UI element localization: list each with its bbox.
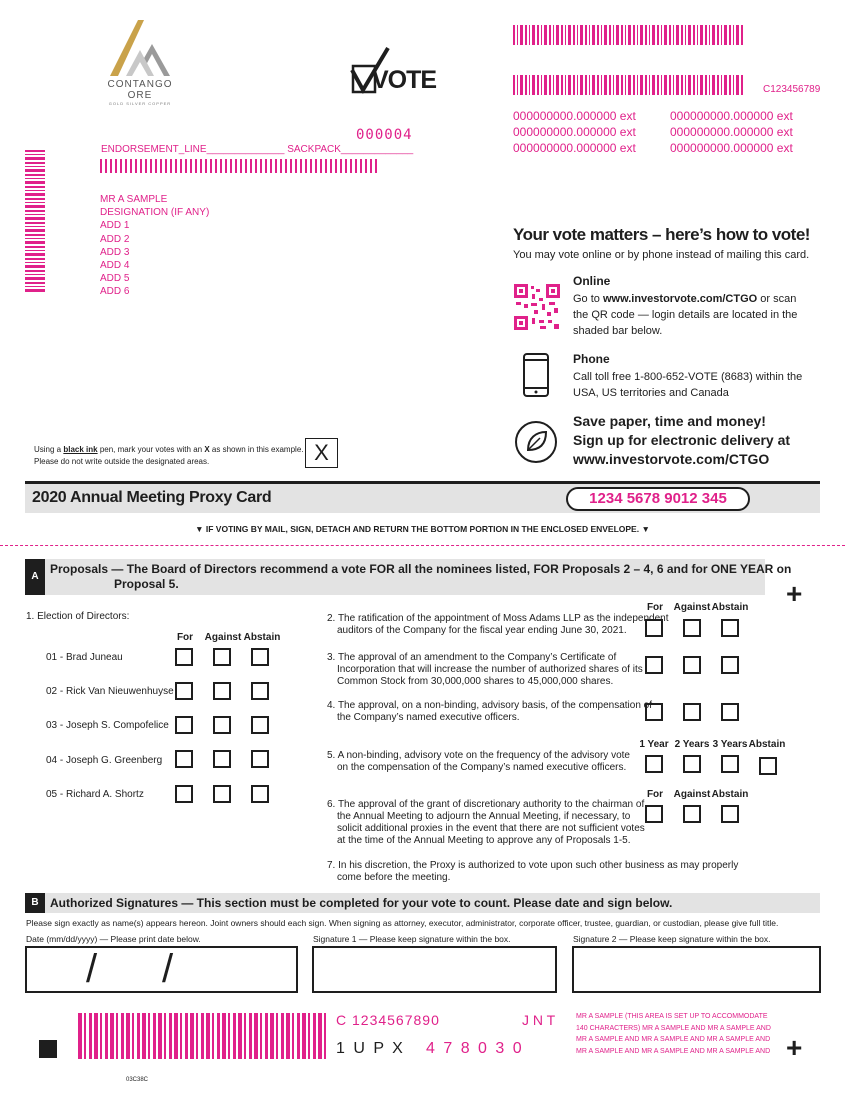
- proposal-5-2years-checkbox[interactable]: [683, 755, 701, 773]
- proposal-line: 4. The approval, on a non-binding, advisory basis, of the compensation of: [327, 700, 653, 711]
- col-header-for: For: [646, 602, 664, 613]
- col-header-for: For: [176, 632, 194, 643]
- proposal-2-abstain-checkbox[interactable]: [721, 619, 739, 637]
- ext-line: 000000000.000000 ext: [513, 125, 636, 139]
- proposal-6-against-checkbox[interactable]: [683, 805, 701, 823]
- proposal-line: Common Stock from 30,000,000 shares to 45,000,000 shares.: [337, 676, 614, 687]
- proposal-line: 5. A non-binding, advisory vote on the frequency of the advisory vote: [327, 750, 630, 761]
- proposal-4-abstain-checkbox[interactable]: [721, 703, 739, 721]
- proposal-line: 2. The ratification of the appointment of Moss Adams LLP as the independent: [327, 613, 669, 624]
- proposal-3-for-checkbox[interactable]: [645, 656, 663, 674]
- freq-header-3-years: 3 Years: [712, 739, 748, 750]
- col-header-abstain: Abstain: [711, 789, 749, 800]
- date-slash: /: [86, 947, 98, 991]
- ext-line: 000000000.000000 ext: [670, 141, 793, 155]
- proposal-2-against-checkbox[interactable]: [683, 619, 701, 637]
- section-a-line2: Proposal 5.: [114, 577, 179, 591]
- card-title: 2020 Annual Meeting Proxy Card: [32, 489, 272, 506]
- address-line: ADD 4: [100, 260, 130, 272]
- proposal-3-against-checkbox[interactable]: [683, 656, 701, 674]
- proposal-line: at the time of the Annual Meeting to approve any of Proposals 1-5.: [337, 835, 631, 846]
- freq-header-1-year: 1 Year: [639, 739, 669, 750]
- nominee-5-abstain-checkbox[interactable]: [251, 785, 269, 803]
- bottom-control-number: C 1234567890: [336, 1012, 440, 1028]
- section-a-line1: Proposals — The Board of Directors recommend a vote FOR all the nominees listed, FOR Proposals 2 – 4, 6 and for ONE YEAR on: [50, 562, 792, 576]
- company-logo: [100, 18, 180, 106]
- proposal-line: auditors of the Company for the fiscal year ending June 30, 2021.: [337, 625, 627, 636]
- online-title: Online: [573, 274, 611, 288]
- example-mark-box: X: [305, 438, 338, 468]
- section-b-title: Authorized Signatures — This section must be completed for your vote to count. Please date and sign below.: [50, 896, 673, 910]
- ext-line: 000000000.000000 ext: [670, 109, 793, 123]
- col-header-abstain: Abstain: [243, 632, 281, 643]
- ink-pre: Using a: [34, 445, 64, 454]
- save-line1: Save paper, time and money!: [573, 413, 766, 429]
- proposal-line: Incorporation that will increase the number of authorized shares of its: [337, 664, 643, 675]
- address-block: [100, 193, 209, 299]
- how-to-vote-title: Your vote matters – here’s how to vote!: [513, 225, 810, 244]
- bottom-upx: 1 U P X: [336, 1040, 405, 1057]
- online-text-pre: Go to: [573, 293, 603, 305]
- proposal-3-text: [327, 652, 643, 688]
- nominee-label: 05 - Richard A. Shortz: [46, 789, 144, 800]
- address-line: ADD 6: [100, 286, 130, 298]
- proposal-line: come before the meeting.: [337, 872, 451, 883]
- save-paper-block: [573, 412, 790, 469]
- proposal-6-abstain-checkbox[interactable]: [721, 805, 739, 823]
- address-line: ADD 2: [100, 233, 130, 245]
- endorsement-line: ENDORSEMENT_LINE______________ SACKPACK_____________: [101, 144, 414, 155]
- proposal-6-for-checkbox[interactable]: [645, 805, 663, 823]
- proposal-4-text: [327, 700, 652, 724]
- section-a-letter: A: [25, 559, 45, 595]
- barcode-side: [25, 150, 45, 294]
- phone-text: Call toll free 1-800-652-VOTE (8683) within the USA, US territories and Canada: [573, 371, 803, 399]
- bottom-jnt: J N T: [522, 1012, 556, 1028]
- ink-x: X: [204, 445, 210, 454]
- logo-mark-icon: [100, 18, 180, 80]
- proposal-line: 7. In his discretion, the Proxy is authorized to vote upon such other business as may properly: [327, 860, 739, 871]
- ink-bold: black ink: [63, 445, 98, 454]
- col-header-against: Against: [204, 632, 242, 643]
- ink-mid: pen, mark your votes with an: [97, 445, 205, 454]
- nominee-4-for-checkbox[interactable]: [175, 750, 193, 768]
- nominee-3-for-checkbox[interactable]: [175, 716, 193, 734]
- vote-text: VOTE: [372, 66, 437, 94]
- proposal-line: on the compensation of the Company’s named executive officers.: [337, 762, 627, 773]
- online-text: [573, 291, 798, 339]
- col-header-for: For: [646, 789, 664, 800]
- date-label: Date (mm/dd/yyyy) — Please print date below.: [26, 934, 201, 944]
- phone-icon: [522, 352, 550, 398]
- leaf-icon: [514, 420, 558, 464]
- nominee-2-for-checkbox[interactable]: [175, 682, 193, 700]
- nominee-2-abstain-checkbox[interactable]: [251, 682, 269, 700]
- col-header-abstain: Abstain: [711, 602, 749, 613]
- nominee-label: 01 - Brad Juneau: [46, 652, 123, 663]
- proposal-line: the Annual Meeting to adjourn the Annual Meeting, if necessary, to: [337, 811, 631, 822]
- proposal-4-against-checkbox[interactable]: [683, 703, 701, 721]
- nominee-1-against-checkbox[interactable]: [213, 648, 231, 666]
- barcode-top-1: [513, 25, 745, 45]
- proposal-2-for-checkbox[interactable]: [645, 619, 663, 637]
- detach-line: [0, 545, 845, 546]
- registration-mark: [39, 1040, 57, 1058]
- plus-mark: +: [786, 1032, 803, 1063]
- ext-line: 000000000.000000 ext: [670, 125, 793, 139]
- bottom-sample-text: [576, 1011, 771, 1057]
- proposal-4-for-checkbox[interactable]: [645, 703, 663, 721]
- address-line: DESIGNATION (IF ANY): [100, 207, 210, 219]
- col-header-against: Against: [673, 789, 711, 800]
- section-b-letter: B: [25, 893, 45, 913]
- proposal-3-abstain-checkbox[interactable]: [721, 656, 739, 674]
- detach-instructions: ▼ IF VOTING BY MAIL, SIGN, DETACH AND RETURN THE BOTTOM PORTION IN THE ENCLOSED ENVELOPE. ▼: [195, 524, 650, 534]
- proposal-6-text: [327, 799, 645, 847]
- col-header-against: Against: [673, 602, 711, 613]
- ink-line2: Please do not write outside the designated areas.: [34, 457, 210, 466]
- sequence-number: 000004: [356, 127, 413, 143]
- logo-name: CONTANGO ORE: [107, 79, 173, 101]
- sample-line: MR A SAMPLE AND MR A SAMPLE AND MR A SAMPLE AND: [576, 1036, 771, 1043]
- signature-1-box[interactable]: [312, 946, 557, 993]
- nominee-4-abstain-checkbox[interactable]: [251, 750, 269, 768]
- proposal-line: 6. The approval of the grant of discretionary authority to the chairman of: [327, 799, 645, 810]
- plus-mark: +: [786, 578, 803, 609]
- date-slash: /: [162, 947, 174, 991]
- signature-2-label: Signature 2 — Please keep signature within the box.: [573, 934, 771, 944]
- freq-header-abstain: Abstain: [748, 739, 786, 750]
- signature-instructions: Please sign exactly as name(s) appears hereon. Joint owners should each sign. When signing as attorney, executor, administrator, corporate officer, trustee, guardian, or custodian, please give full title.: [26, 918, 779, 928]
- address-line: ADD 3: [100, 246, 130, 258]
- barcode-bottom: [78, 1013, 326, 1059]
- proposal-5-abstain-checkbox[interactable]: [759, 757, 777, 775]
- proposal-line: solicit additional proxies in the event that there are not sufficient votes: [337, 823, 645, 834]
- phone-title: Phone: [573, 352, 610, 366]
- proposal-5-1year-checkbox[interactable]: [645, 755, 663, 773]
- signature-1-label: Signature 1 — Please keep signature within the box.: [313, 934, 511, 944]
- card-login-code: 1234 5678 9012 345: [566, 487, 750, 511]
- sample-line: MR A SAMPLE (THIS AREA IS SET UP TO ACCOMMODATE: [576, 1013, 768, 1020]
- online-text-post: or scan the QR code — login details are located in the shaded bar below.: [573, 293, 798, 337]
- ink-post: as shown in this example.: [209, 445, 304, 454]
- postal-barcode: [100, 159, 377, 173]
- qr-code-icon[interactable]: [514, 284, 560, 330]
- address-line: ADD 1: [100, 220, 130, 232]
- ext-line: 000000000.000000 ext: [513, 109, 636, 123]
- vote-logo: [350, 46, 437, 96]
- nominee-label: 02 - Rick Van Nieuwenhuyse: [46, 686, 174, 697]
- proposal-5-3years-checkbox[interactable]: [721, 755, 739, 773]
- save-line2: Sign up for electronic delivery at: [573, 432, 791, 448]
- nominee-2-against-checkbox[interactable]: [213, 682, 231, 700]
- how-to-vote-subtitle: You may vote online or by phone instead of mailing this card.: [513, 249, 810, 261]
- proposal-line: 3. The approval of an amendment to the Company’s Certificate of: [327, 652, 617, 663]
- address-line: ADD 5: [100, 273, 130, 285]
- nominee-4-against-checkbox[interactable]: [213, 750, 231, 768]
- nominee-3-against-checkbox[interactable]: [213, 716, 231, 734]
- ink-instructions: [34, 444, 304, 468]
- nominee-label: 03 - Joseph S. Compofelice: [46, 720, 169, 731]
- nominee-1-for-checkbox[interactable]: [175, 648, 193, 666]
- proposal-5-text: [327, 750, 630, 774]
- freq-header-2-years: 2 Years: [674, 739, 710, 750]
- online-url-link[interactable]: www.investorvote.com/CTGO: [602, 293, 758, 305]
- logo-tagline: GOLD SILVER COPPER: [108, 101, 172, 106]
- save-url-link[interactable]: www.investorvote.com/CTGO: [573, 451, 770, 467]
- nominee-5-against-checkbox[interactable]: [213, 785, 231, 803]
- proposal-7-text: [327, 860, 738, 884]
- proposal-line: the Company’s named executive officers.: [337, 712, 520, 723]
- sample-line: 140 CHARACTERS) MR A SAMPLE AND MR A SAMPLE AND: [576, 1024, 771, 1032]
- sample-line: MR A SAMPLE AND MR A SAMPLE AND MR A SAMPLE AND: [576, 1047, 771, 1055]
- ext-line: 000000000.000000 ext: [513, 141, 636, 155]
- nominee-5-for-checkbox[interactable]: [175, 785, 193, 803]
- nominee-3-abstain-checkbox[interactable]: [251, 716, 269, 734]
- nominee-label: 04 - Joseph G. Greenberg: [46, 755, 163, 766]
- election-title: 1. Election of Directors:: [26, 611, 130, 622]
- nominee-1-abstain-checkbox[interactable]: [251, 648, 269, 666]
- barcode-top-2: [513, 75, 745, 95]
- address-line: MR A SAMPLE: [100, 194, 168, 205]
- section-a-title: [50, 562, 791, 592]
- control-number-top: C123456789: [763, 84, 821, 95]
- form-code: 03C38C: [126, 1077, 149, 1083]
- proposal-2-text: [327, 613, 669, 637]
- bottom-number: 4 7 8 0 3 0: [426, 1040, 524, 1057]
- signature-2-box[interactable]: [572, 946, 821, 993]
